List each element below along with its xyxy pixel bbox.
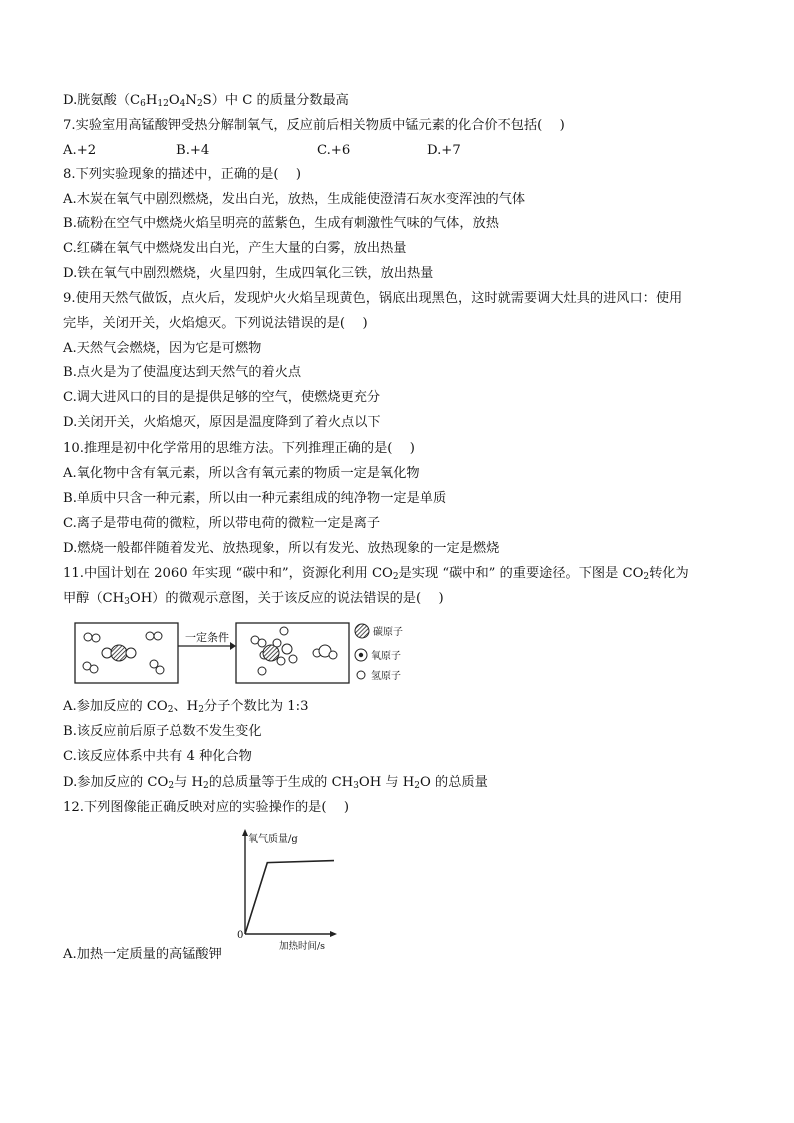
legend-hydrogen: 氢原子	[371, 671, 401, 682]
q8-stem: 8.下列实验现象的描述中，正确的是( )	[63, 167, 302, 182]
y-axis-label: 氧气质量/g	[248, 834, 298, 845]
q9-stem-line1: 9.使用天然气做饭，点火后，发现炉火火焰呈现黄色，锅底出现黑色，这时就需要调大灶具的进风口：使用	[63, 291, 683, 306]
q10-stem: 10.推理是初中化学常用的思维方法。下列推理正确的是( )	[63, 441, 415, 456]
q10-option-d: D.燃烧一般都伴随着发光、放热现象，所以有发光、放热现象的一定是燃烧	[63, 541, 500, 556]
q9-option-b: B.点火是为了使温度达到天然气的着火点	[63, 365, 302, 380]
reaction-condition-label: 一定条件	[185, 631, 229, 644]
x-axis-label: 加热时间/s	[278, 941, 326, 952]
q10-option-a: A.氧化物中含有氧元素，所以含有氧元素的物质一定是氧化物	[63, 466, 420, 481]
q11-option-b: B.该反应前后原子总数不发生变化	[63, 724, 262, 739]
q9-stem-line2: 完毕，关闭开关，火焰熄灭。下列说法错误的是( )	[63, 316, 368, 331]
q8-option-d: D.铁在氧气中剧烈燃烧，火星四射，生成四氧化三铁，放出热量	[63, 266, 434, 281]
q11-option-c: C.该反应体系中共有 4 种化合物	[63, 749, 252, 764]
q10-option-c: C.离子是带电荷的微粒，所以带电荷的微粒一定是离子	[63, 516, 381, 531]
q11-stem-line2: 甲醇$(CH_3OH)$的微观示意图，关于该反应的说法错误的是( )	[63, 591, 444, 607]
q12-option-a: A.加热一定质量的高锰酸钾	[63, 947, 222, 962]
q7-stem: 7.实验室用高锰酸钾受热分解制氧气，反应前后相关物质中锰元素的化合价不包括( )	[63, 118, 565, 133]
oxygen-mass-chart	[228, 828, 340, 952]
q11-option-d: D.参加反应的 $CO_2$与 $H_2$的总质量等于生成的 $CH_3OH$ 与 $H_2O$ 的总质量	[63, 775, 488, 791]
reactant-molecules	[83, 632, 164, 674]
diagram-legend	[355, 624, 403, 682]
q9-option-c: C.调大进风口的目的是提供足够的空气，使燃烧更充分	[63, 390, 381, 405]
q8-option-a: A.木炭在氧气中剧烈燃烧，发出白光，放热，生成能使澄清石灰水变浑浊的气体	[63, 192, 526, 207]
legend-oxygen: 氧原子	[371, 651, 401, 662]
q11-stem-line1: 11.中国计划在 2060 年实现 “碳中和”，资源化利用 $CO_2$是实现 “碳中和” 的重要途径。下图是 $CO_2$转化为	[63, 566, 689, 582]
q9-option-a: A.天然气会燃烧，因为它是可燃物	[63, 341, 262, 356]
q7-option-c: C.+6	[317, 143, 351, 158]
q6-option-d: D.胱氨酸$(C_6H_{12}O_4N_2S)$中 C 的质量分数最高	[63, 93, 349, 109]
q11-option-a: A.参加反应的 $CO_2$、$H_2$分子个数比为 1:3	[63, 699, 309, 715]
q9-option-d: D.关闭开关，火焰熄灭，原因是温度降到了着火点以下	[63, 415, 381, 430]
x-axis-arrow	[330, 931, 337, 937]
product-molecules	[251, 627, 337, 675]
q12-stem: 12.下列图像能正确反映对应的实验操作的是( )	[63, 800, 350, 815]
q7-option-b: B.+4	[176, 143, 210, 158]
q8-option-b: B.硫粉在空气中燃烧火焰呈明亮的蓝紫色，生成有刺激性气味的气体，放热	[63, 216, 499, 231]
q7-option-d: D.+7	[427, 143, 461, 158]
origin-label: 0	[237, 930, 244, 941]
q8-option-c: C.红磷在氧气中燃烧发出白光，产生大量的白雾，放出热量	[63, 241, 407, 256]
q10-option-b: B.单质中只含一种元素，所以由一种元素组成的纯净物一定是单质	[63, 491, 447, 506]
reaction-diagram	[74, 621, 454, 685]
q7-option-a: A.+2	[63, 143, 97, 158]
series-line	[245, 861, 334, 934]
legend-carbon: 碳原子	[373, 627, 403, 638]
